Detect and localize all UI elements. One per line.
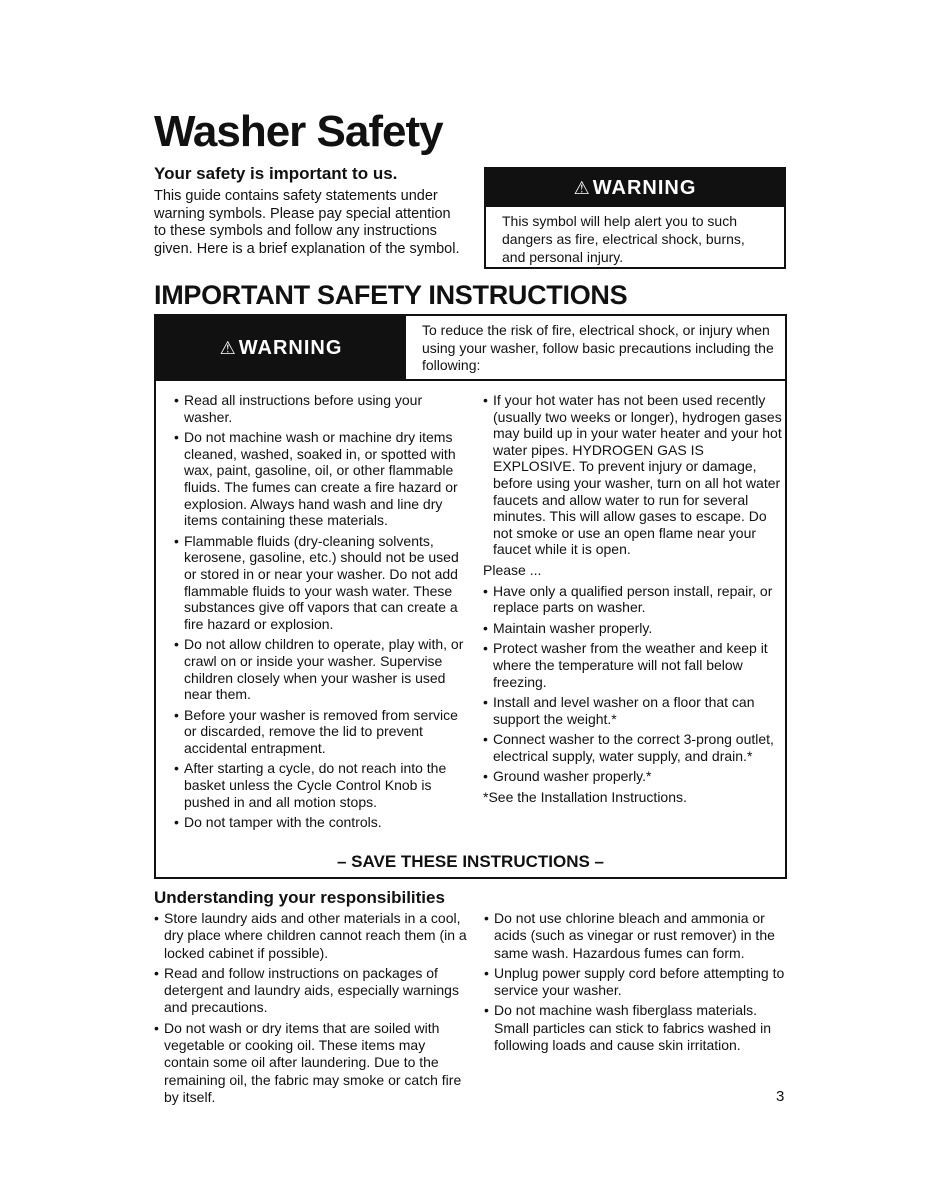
warning-triangle-icon: ⚠ bbox=[219, 337, 237, 358]
list-item: • Read and follow instructions on packages of detergent and laundry aids, especially warnings and precautions. bbox=[154, 965, 470, 1017]
list-item: • Protect washer from the weather and keep it where the temperature will not fall below freezing. bbox=[483, 640, 783, 690]
responsibilities-left-list bbox=[154, 910, 470, 1109]
list-item: • Before your washer is removed from service or discarded, remove the lid to prevent accidental entrapment. bbox=[174, 707, 464, 757]
page-title: Washer Safety bbox=[154, 107, 443, 156]
warning-description: This symbol will help alert you to such dangers as fire, electrical shock, burns, and personal injury. bbox=[502, 213, 745, 265]
isi-right-column bbox=[483, 392, 783, 810]
isi-left-list bbox=[174, 392, 464, 835]
important-safety-heading: IMPORTANT SAFETY INSTRUCTIONS bbox=[154, 280, 628, 310]
list-item: • Store laundry aids and other materials in a cool, dry place where children cannot reach them (in a locked cabinet if possible). bbox=[154, 910, 470, 962]
list-item: • Install and level washer on a floor that can support the weight.* bbox=[483, 694, 783, 727]
list-item: • After starting a cycle, do not reach into the basket unless the Cycle Control Knob is pushed in and all motion stops. bbox=[174, 760, 464, 810]
responsibilities-heading: Understanding your responsibilities bbox=[154, 888, 445, 907]
list-item: • Unplug power supply cord before attempting to service your washer. bbox=[484, 965, 786, 1000]
list-item: • Do not wash or dry items that are soiled with vegetable or cooking oil. These items may contain some oil after laundering. Due to the remaining oil, the fabric may smoke or catch fire by itself. bbox=[154, 1020, 470, 1106]
warning-banner bbox=[486, 169, 784, 207]
list-item: • Do not machine wash fiberglass materials. Small particles can stick to fabrics washed in following loads and cause skin irritation. bbox=[484, 1002, 786, 1054]
warning-triangle-icon: ⚠ bbox=[573, 177, 591, 198]
list-item: • If your hot water has not been used recently (usually two weeks or longer), hydrogen gases may build up in your water heater and your hot water pipes. HYDROGEN GAS IS EXPLOSIVE. To prevent injury or damage, before using your washer, turn on all hot water faucets and allow water to run for several minutes. This will allow gases to escape. Do not smoke or use an open flame near your faucet while it is open. bbox=[483, 392, 783, 558]
warning-label: WARNING bbox=[592, 176, 697, 199]
installation-footnote: *See the Installation Instructions. bbox=[483, 789, 687, 806]
intro-heading: Your safety is important to us. bbox=[154, 164, 398, 183]
list-item: • Have only a qualified person install, repair, or replace parts on washer. bbox=[483, 583, 783, 616]
list-item: • Flammable fluids (dry-cleaning solvents, kerosene, gasoline, etc.) should not be used or stored in or near your washer. Do not add flammable fluids to your wash water. These substances give off vapors that can create a fire hazard or explosion. bbox=[174, 533, 464, 633]
responsibilities-right-list bbox=[484, 910, 786, 1057]
save-instructions-banner: – SAVE THESE INSTRUCTIONS – bbox=[336, 852, 604, 871]
list-item: • Do not allow children to operate, play with, or crawl on or inside your washer. Supervise children closely when your washer is used near them. bbox=[174, 636, 464, 702]
list-item: • Do not use chlorine bleach and ammonia or acids (such as vinegar or rust remover) in the same wash. Hazardous fumes can form. bbox=[484, 910, 786, 962]
list-item: • Do not tamper with the controls. bbox=[174, 814, 464, 831]
list-item: • Do not machine wash or machine dry items cleaned, washed, soaked in, or spotted with wax, paint, gasoline, oil, or other flammable fluids. The fumes can create a fire hazard or explosion. Always hand wash and line dry items containing these materials. bbox=[174, 429, 464, 529]
list-item: • Read all instructions before using your washer. bbox=[174, 392, 464, 425]
list-item: • Maintain washer properly. bbox=[483, 620, 783, 637]
warning-symbol-box bbox=[484, 167, 786, 269]
intro-body: This guide contains safety statements under warning symbols. Please pay special attention to these symbols and follow any instructions given. Here is a brief explanation of the symbol. bbox=[154, 188, 460, 257]
warning-label: WARNING bbox=[238, 336, 343, 359]
divider bbox=[156, 379, 785, 381]
list-item: • Connect washer to the correct 3-prong outlet, electrical supply, water supply, and drain.* bbox=[483, 731, 783, 764]
isi-warning-banner bbox=[156, 316, 406, 380]
list-item: • Ground washer properly.* bbox=[483, 768, 783, 785]
important-safety-box bbox=[154, 314, 787, 879]
isi-intro-text: To reduce the risk of fire, electrical shock, or injury when using your washer, follow basic precautions including the following: bbox=[422, 322, 774, 373]
page-number: 3 bbox=[776, 1088, 785, 1105]
please-label: Please ... bbox=[483, 561, 542, 578]
